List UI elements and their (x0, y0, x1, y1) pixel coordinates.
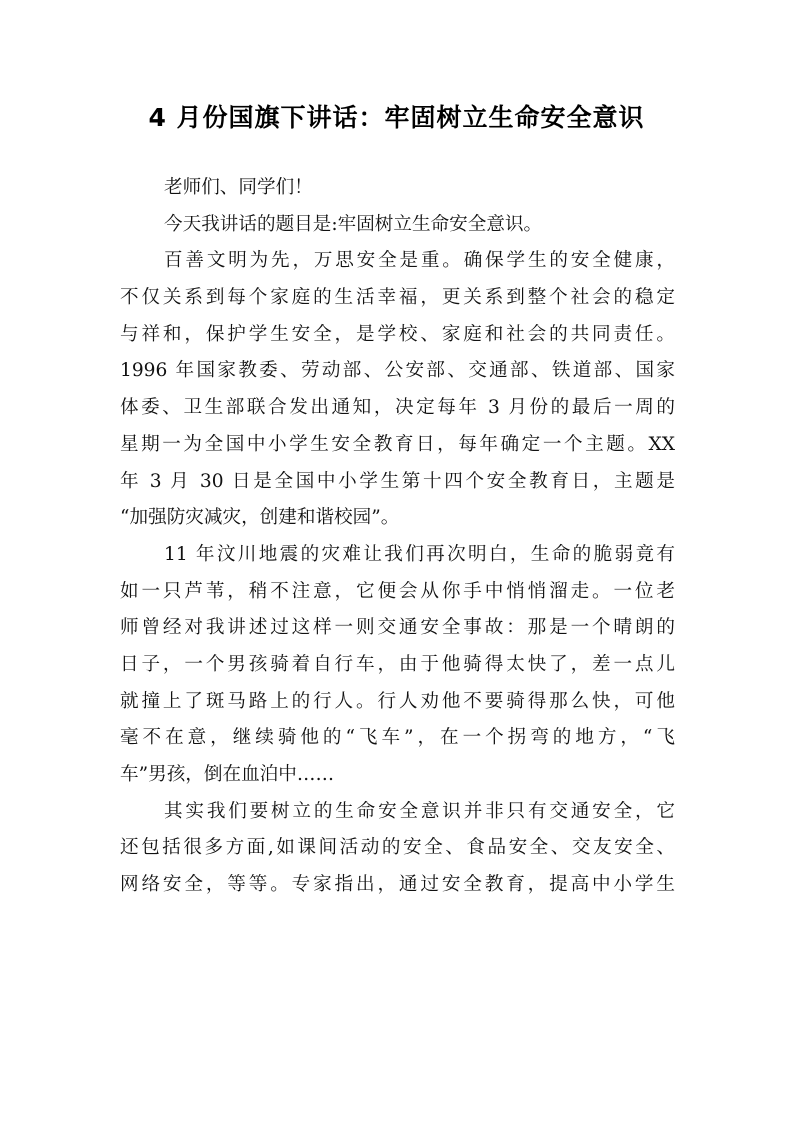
text-line: 今天我讲话的题目是:牢固树立生命安全意识。 (164, 213, 543, 235)
text-line: 还包括很多方面,如课间活动的安全、食品安全、交友安全、 (120, 837, 675, 859)
text-line: 其实我们要树立的生命安全意识并非只有交通安全，它 (164, 800, 675, 822)
text-line: 体委、卫生部联合发出通知，决定每年 3 月份的最后一周的 (120, 397, 675, 419)
text-line: 日子，一个男孩骑着自行车，由于他骑得太快了，差一点儿 (120, 653, 675, 675)
text-line: 如一只芦苇，稍不注意，它便会从你手中悄悄溜走。一位老 (120, 580, 675, 602)
document-body (120, 170, 675, 904)
text-line: 百善文明为先，万思安全是重。确保学生的安全健康， (164, 250, 675, 272)
text-line: 就撞上了斑马路上的行人。行人劝他不要骑得那么快，可他 (120, 690, 675, 712)
text-line: 11 年汶川地震的灾难让我们再次明白，生命的脆弱竟有 (164, 543, 675, 565)
text-line: 1996 年国家教委、劳动部、公安部、交通部、铁道部、国家 (120, 360, 675, 382)
text-line: 毫不在意，继续骑他的“飞车”，在一个拐弯的地方，“飞 (120, 727, 675, 749)
text-line: 网络安全，等等。专家指出，通过安全教育，提高中小学生 (120, 874, 675, 896)
text-line: 不仅关系到每个家庭的生活幸福，更关系到整个社会的稳定 (120, 287, 675, 309)
document-title: 4 月份国旗下讲话：牢固树立生命安全意识 (148, 103, 645, 132)
text-line: 师曾经对我讲述过这样一则交通安全事故：那是一个晴朗的 (120, 617, 675, 639)
text-line: “加强防灾减灾，创建和谐校园”。 (120, 507, 400, 529)
text-line: 与祥和，保护学生安全，是学校、家庭和社会的共同责任。 (120, 323, 675, 345)
text-line: 年 3 月 30 日是全国中小学生第十四个安全教育日，主题是 (120, 470, 675, 492)
text-line: 车”男孩，倒在血泊中…… (120, 764, 335, 785)
text-line: 星期一为全国中小学生安全教育日，每年确定一个主题。XX (120, 433, 675, 455)
text-line: 老师们、同学们！ (164, 177, 313, 198)
